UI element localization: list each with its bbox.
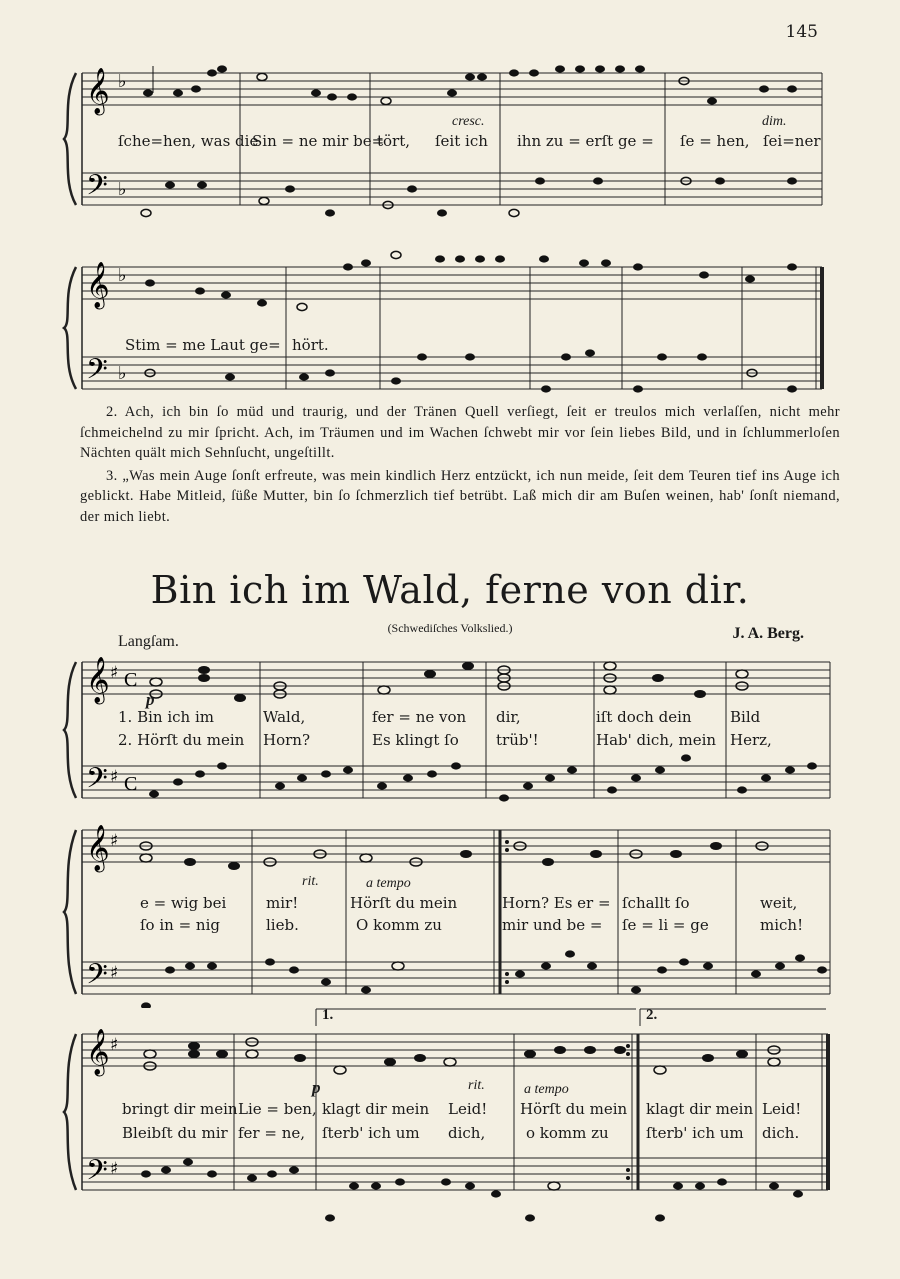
lyric: O komm zu [356, 916, 442, 934]
svg-text:𝄢: 𝄢 [86, 762, 108, 802]
song2-system2 [0, 808, 900, 1008]
lyric: ſo in = nig [140, 916, 220, 934]
lyric: Wald, [263, 708, 306, 726]
lyric: dir, [496, 708, 521, 726]
lyric: ſeit ich [435, 132, 488, 150]
lyric: Hab' dich, mein [596, 731, 717, 749]
dynamic-marking: a tempo [366, 876, 411, 891]
tempo-marking: Langſam. [118, 633, 179, 650]
svg-text:𝄞: 𝄞 [86, 657, 110, 703]
lyric: ſchallt ſo [622, 894, 690, 912]
lyric: ihn zu = erſt ge = [517, 132, 654, 150]
lyric: trüb'! [496, 731, 539, 749]
lyric: ſei=ner [763, 132, 821, 150]
svg-text:♭: ♭ [118, 71, 127, 92]
lyric: Bleibſt du mir [122, 1124, 228, 1142]
page-number: 145 [785, 22, 818, 42]
svg-text:C: C [124, 669, 138, 691]
svg-text:♭: ♭ [118, 179, 127, 200]
svg-text:♯: ♯ [110, 663, 119, 683]
svg-text:𝄢: 𝄢 [86, 353, 108, 393]
svg-text:𝄢: 𝄢 [86, 169, 108, 209]
dynamic-marking: p [312, 1078, 321, 1097]
lyric: ſe = hen, [680, 132, 750, 150]
svg-text:C: C [124, 773, 138, 795]
verse-text: 3. „Was mein Auge ſonſt erfreute, was mein kindlich Herz entzückt, ich nun meide, ſeit dem Teuren tief ins Auge ich geblickt. Habe Mitleid, ſüße Mutter, bin ſo ſchmerzlich tief betrübt. Laß mich dir am Buſen weinen, hab' ſonſt niemand, der mich liebt. [80, 467, 840, 525]
lyric: dich, [448, 1124, 486, 1142]
volta-second-ending: 2. [646, 1007, 658, 1023]
lyric: fer = ne von [372, 708, 467, 726]
svg-text:𝄞: 𝄞 [86, 68, 110, 114]
lyric: weit, [760, 894, 798, 912]
song1-system1 [0, 40, 900, 250]
grand-staff [0, 230, 900, 400]
lyric: mir! [266, 894, 299, 912]
lyric: mich! [760, 916, 804, 934]
lyric: Herz, [730, 731, 772, 749]
lyric: Leid! [762, 1100, 802, 1118]
lyric: Bild [730, 708, 761, 726]
svg-text:𝄢: 𝄢 [86, 958, 108, 998]
lyric: ſterb' ich um [322, 1124, 420, 1142]
lyric: klagt dir mein [322, 1100, 430, 1118]
lyric: tört, [377, 132, 411, 150]
song2-system3 [0, 1004, 900, 1239]
lyric: klagt dir mein [646, 1100, 754, 1118]
verse-text: 2. Ach, ich bin ſo müd und traurig, und der Tränen Quell verſiegt, ſeit er treulos mich verlaſſen, nicht mehr ſchmeichelnd zu mir ſpricht. Ach, im Träumen und im Wachen ſchwebt mir vor ſein liebes Bild, und in ſchlummerloſen Nächten quält mich Sehnſucht, ungeſtillt. [80, 404, 840, 461]
svg-text:♯: ♯ [110, 831, 119, 851]
lyric: Hörſt du mein [520, 1100, 628, 1118]
lyric: hört. [292, 336, 329, 354]
dynamic-marking: rit. [302, 874, 319, 889]
svg-text:♯: ♯ [110, 1035, 119, 1055]
dynamic-marking: rit. [468, 1078, 485, 1093]
lyric: lieb. [266, 916, 299, 934]
svg-text:𝄢: 𝄢 [86, 1154, 108, 1194]
lyric: dich. [762, 1124, 800, 1142]
lyric: 2. Hörſt du mein [118, 731, 245, 749]
song2-system1 [0, 640, 900, 810]
lyric: 1. Bin ich im [118, 708, 214, 726]
volta-first-ending: 1. [322, 1007, 334, 1023]
lyric: iſt doch dein [596, 708, 692, 726]
lyric: Stim = me Laut ge= [125, 336, 281, 354]
svg-text:𝄞: 𝄞 [86, 1029, 110, 1075]
song-subtitle: (Schwediſches Volkslied.) [387, 621, 513, 635]
lyric: o komm zu [526, 1124, 609, 1142]
lyric: fer = ne, [238, 1124, 306, 1142]
lyric: Lie = ben, [238, 1100, 317, 1118]
dynamic-marking: a tempo [524, 1082, 569, 1097]
svg-text:♭: ♭ [118, 363, 127, 384]
lyric: Horn? [263, 731, 310, 749]
dynamic-marking: p [146, 690, 155, 709]
composer: J. A. Berg. [732, 625, 804, 642]
lyric: Leid! [448, 1100, 488, 1118]
lyric: e = wig bei [140, 894, 227, 912]
lyric: bringt dir mein [122, 1100, 238, 1118]
svg-text:♯: ♯ [110, 1159, 119, 1179]
song-title: Bin ich im Wald, ferne von dir. [150, 568, 750, 612]
grand-staff [0, 1004, 900, 1239]
lyric: ſche=hen, was die [118, 132, 259, 150]
lyric: Es klingt ſo [372, 731, 459, 749]
svg-text:♯: ♯ [110, 963, 119, 983]
lyric: Hörſt du mein [350, 894, 458, 912]
svg-text:𝄞: 𝄞 [86, 825, 110, 871]
lyric: ſterb' ich um [646, 1124, 744, 1142]
lyric: mir und be = [502, 916, 603, 934]
dynamic-marking: dim. [762, 114, 787, 129]
dynamic-marking: cresc. [452, 114, 485, 129]
lyric: ſe = li = ge [622, 916, 709, 934]
verses-block [80, 402, 840, 529]
song1-system2 [0, 230, 900, 400]
lyric: Horn? Es er = [502, 894, 611, 912]
svg-text:♯: ♯ [110, 767, 119, 787]
lyric: Sin = ne mir be= [252, 132, 385, 150]
svg-text:♭: ♭ [118, 265, 127, 286]
svg-text:𝄞: 𝄞 [86, 262, 110, 308]
